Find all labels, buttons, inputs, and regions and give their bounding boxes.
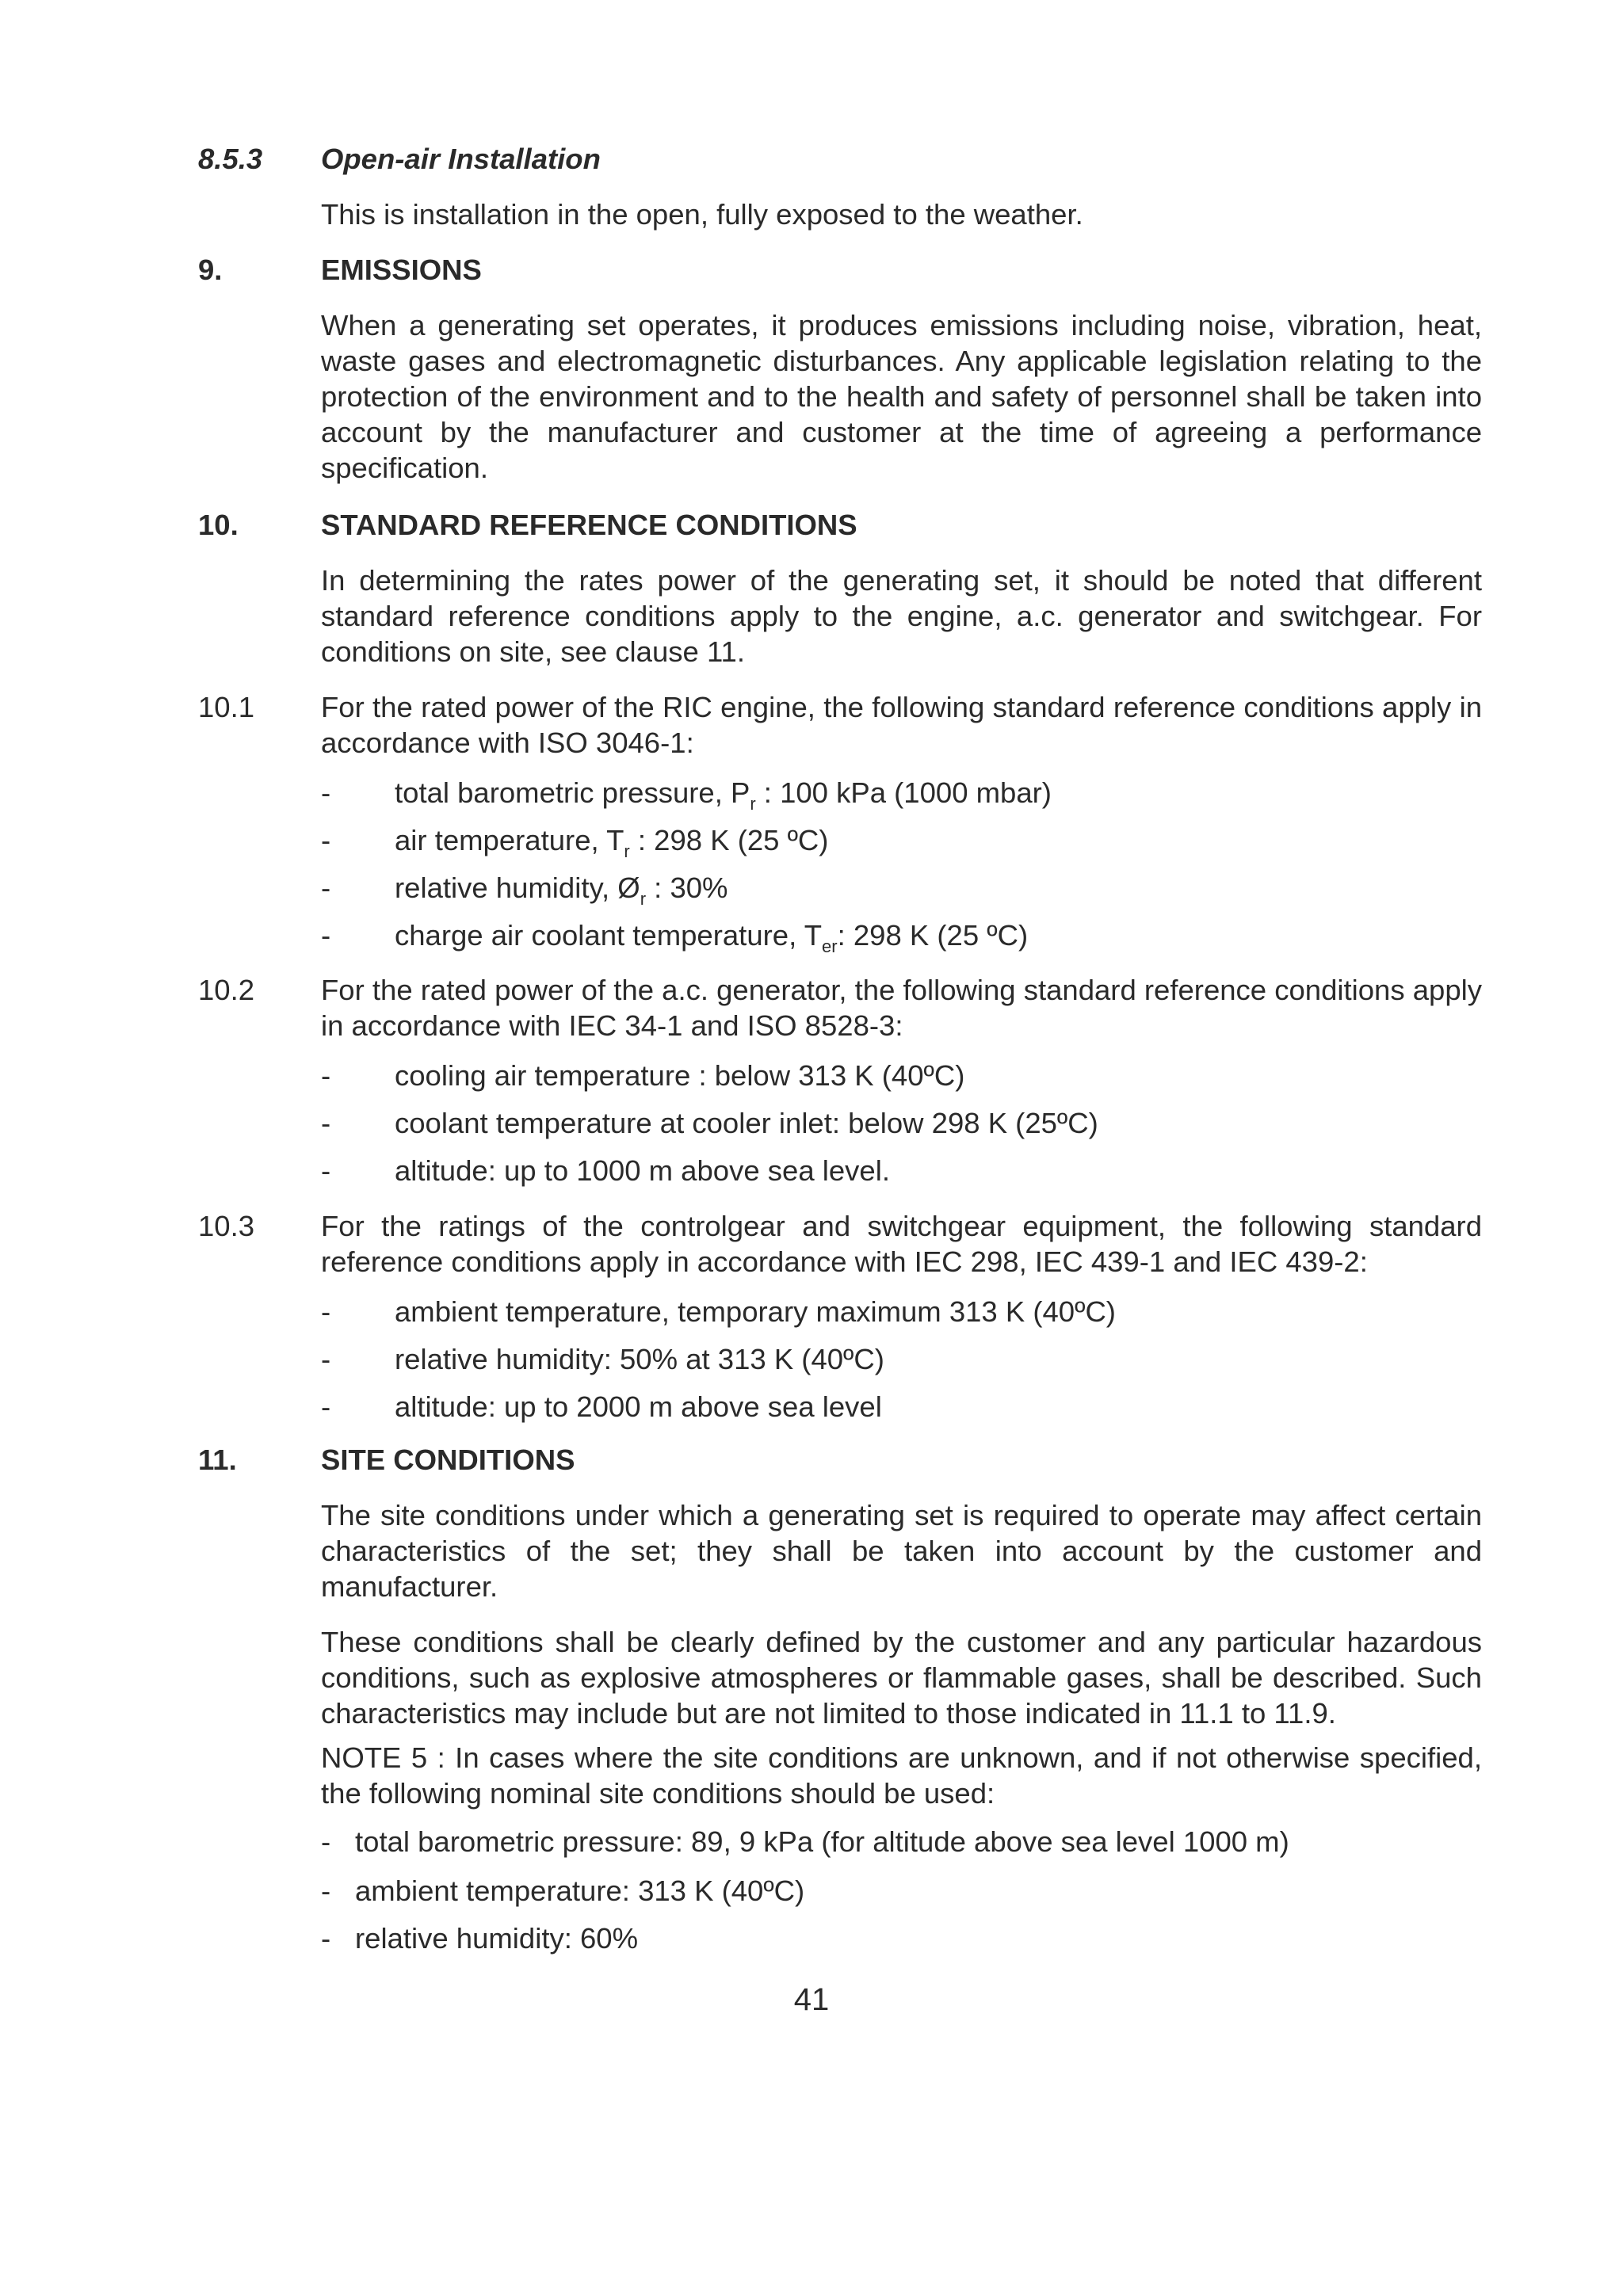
list-dash: -: [321, 776, 331, 809]
list-dash: -: [321, 824, 331, 856]
list-dash: -: [321, 1343, 331, 1375]
list-item-text: altitude: up to 1000 m above sea level.: [395, 1154, 890, 1187]
list-item-text: total barometric pressure, $P_r$ : 100 kPa (1000 mbar): [395, 776, 1052, 814]
paragraph: In determining the rates power of the generating set, it should be noted that different standard reference conditions apply to the engine, a.c. generator and switchgear. For conditions on site, see clause 11.: [321, 564, 1482, 668]
section-title: EMISSIONS: [321, 254, 482, 286]
paragraph: For the rated power of the RIC engine, the following standard reference conditions apply in accordance with ISO 3046-1:: [321, 691, 1482, 759]
section-number: 9.: [198, 254, 223, 286]
list-item-text: relative humidity: 50% at 313 K (40ºC): [395, 1343, 884, 1375]
list-item-text: total barometric pressure: 89, 9 kPa (for altitude above sea level 1000 m): [355, 1825, 1289, 1858]
list-dash: -: [321, 1390, 331, 1423]
list-dash: -: [321, 1154, 331, 1187]
list-item-text: air temperature, $T_r$ : 298 K (25 ºC): [395, 824, 829, 861]
list-dash: -: [321, 1875, 331, 1907]
list-item-text: relative humidity, $Ø_r$ : 30%: [395, 871, 728, 909]
section-title: STANDARD REFERENCE CONDITIONS: [321, 509, 857, 541]
paragraph: These conditions shall be clearly defined by the customer and any particular hazardous conditions, such as explosive atmospheres or flammable gases, shall be described. Such characteristics may include but are not limited to those indicated in 11.1 to 11.9.: [321, 1626, 1482, 1730]
section-title: Open-air Installation: [321, 143, 601, 175]
list-item-text: cooling air temperature : below 313 K (40ºC): [395, 1059, 965, 1092]
paragraph: The site conditions under which a generating set is required to operate may affect certain characteristics of the set; they shall be taken into account by the customer and manufacturer.: [321, 1499, 1482, 1603]
list-dash: -: [321, 871, 331, 904]
clause-number: 10.3: [198, 1210, 255, 1242]
list-item-text: altitude: up to 2000 m above sea level: [395, 1390, 882, 1423]
list-dash: -: [321, 1059, 331, 1092]
section-number: 11.: [198, 1444, 237, 1476]
section-number: 10.: [198, 509, 239, 541]
list-item-text: charge air coolant temperature, $T_{er}$: 298 K (25 ºC): [395, 919, 1029, 956]
section-title: SITE CONDITIONS: [321, 1444, 575, 1476]
clause-number: 10.1: [198, 691, 255, 723]
list-dash: -: [321, 1107, 331, 1139]
paragraph: When a generating set operates, it produces emissions including noise, vibration, heat, waste gases and electromagnetic disturbances. Any applicable legislation relating to the protection of the environment and to the health and safety of personnel shall be taken into account by the manufacturer and customer at the time of agreeing a performance specification.: [321, 309, 1482, 484]
list-dash: -: [321, 1295, 331, 1328]
paragraph: For the ratings of the controlgear and switchgear equipment, the following standard reference conditions apply in accordance with IEC 298, IEC 439-1 and IEC 439-2:: [321, 1210, 1482, 1278]
paragraph: For the rated power of the a.c. generator, the following standard reference conditions apply in accordance with IEC 34-1 and ISO 8528-3:: [321, 974, 1482, 1042]
list-item-text: ambient temperature, temporary maximum 313 K (40ºC): [395, 1295, 1116, 1328]
list-item-text: coolant temperature at cooler inlet: below 298 K (25ºC): [395, 1107, 1098, 1139]
list-item-text: relative humidity: 60%: [355, 1922, 639, 1955]
list-dash: -: [321, 919, 331, 952]
section-number: 8.5.3: [198, 143, 263, 175]
page-number: 41: [793, 1982, 830, 2017]
list-dash: -: [321, 1922, 331, 1955]
list-dash: -: [321, 1825, 331, 1858]
note-paragraph: NOTE 5 : In cases where the site conditions are unknown, and if not otherwise specified, the following nominal site conditions should be used:: [321, 1741, 1482, 1810]
paragraph: This is installation in the open, fully exposed to the weather.: [321, 198, 1083, 231]
clause-number: 10.2: [198, 974, 255, 1006]
list-item-text: ambient temperature: 313 K (40ºC): [355, 1875, 805, 1907]
